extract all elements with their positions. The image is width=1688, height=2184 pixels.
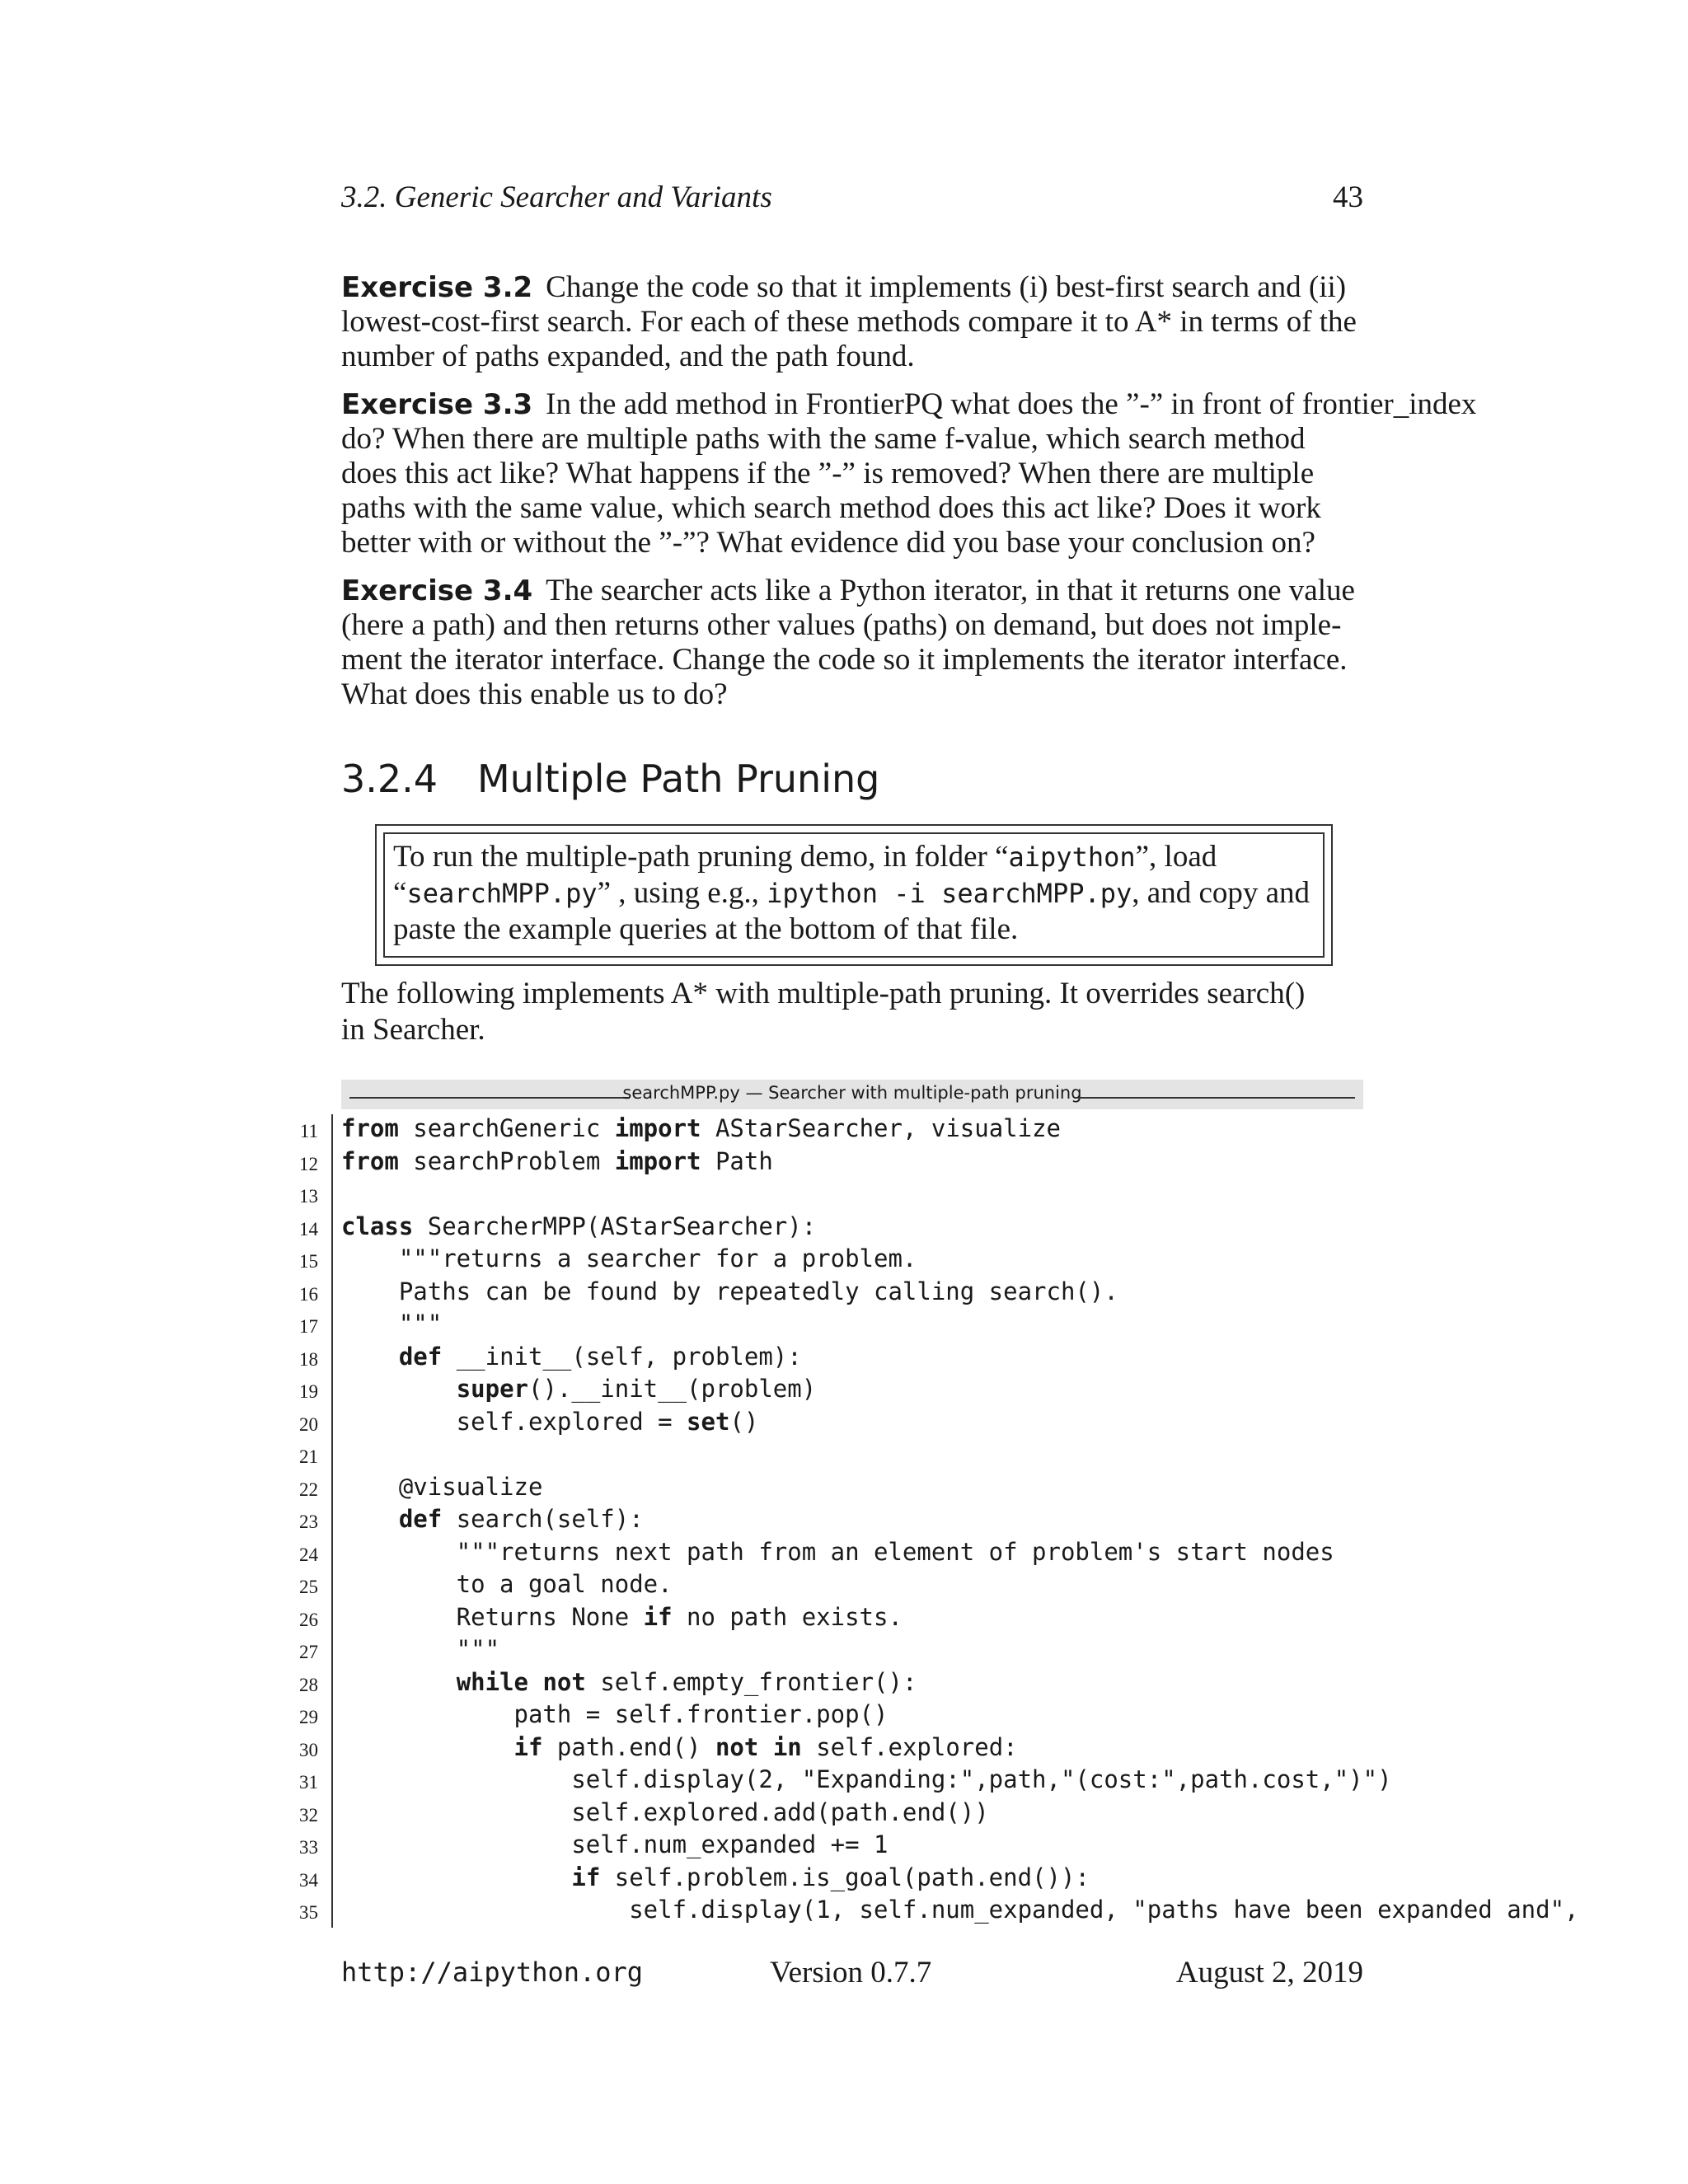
exercise-line: better with or without the ”-”? What evidence did you base your conclusion on? [341,526,1315,560]
code-line [280,1894,1579,1927]
code-line [280,1406,1517,1439]
demo-instructions-box [375,824,1333,966]
code-text: if path.end() not in self.explored: [513,1732,1018,1761]
page-number: 43 [1333,180,1363,214]
code-line [280,1862,1517,1895]
code-text: self.display(1, self.num_expanded, "paths have been expanded and", [341,1896,1579,1924]
code-line [280,1438,1517,1471]
code-text: """ [341,1635,500,1663]
code-text: from searchProblem import Path [341,1146,773,1175]
line-number: 31 [299,1772,318,1793]
caption-rule-right [1075,1097,1355,1099]
demo-line-1: To run the multiple-path pruning demo, in folder “aipython”, load [393,840,1217,874]
footer-version: Version 0.7.7 [770,1956,932,1990]
line-number: 33 [299,1837,318,1858]
running-header [341,176,1363,226]
code-text: """returns next path from an element of problem's start nodes [341,1537,1334,1566]
exercise-label: Exercise 3.3 [341,388,533,421]
chapter-section-title: 3.2. Generic Searcher and Variants [341,180,772,214]
exercise-line: Exercise 3.3 In the add method in FrontierPQ what does the ”-” in front of frontier_index [341,387,1477,421]
line-number: 13 [299,1186,318,1207]
code-text: self.explored = set() [341,1407,759,1436]
code-line [280,1113,1517,1146]
line-number: 30 [299,1739,318,1760]
code-line [280,1536,1517,1569]
line-number: 28 [299,1674,318,1695]
code-text: """ [341,1310,443,1338]
exercise-line: paths with the same value, which search method does this act like? Does it work [341,491,1321,525]
code-line [280,1471,1517,1504]
code-caption: searchMPP.py — Searcher with multiple-path pruning [622,1083,1082,1103]
line-number: 24 [299,1544,318,1565]
code-caption-bar [341,1080,1363,1109]
exercise-line: number of paths expanded, and the path found. [341,340,915,373]
code-line [280,1308,1517,1341]
page-footer [341,1955,1363,1996]
code-listing [280,1113,1579,1927]
code-line [280,1568,1517,1601]
line-number: 16 [299,1283,318,1305]
line-number: 19 [299,1381,318,1402]
code-line [280,1211,1517,1244]
code-text: def search(self): [398,1505,644,1533]
code-text: super().__init__(problem) [456,1375,817,1403]
code-text: while not self.empty_frontier(): [456,1667,917,1696]
exercise-line: lowest-cost-first search. For each of these methods compare it to A* in terms of the [341,305,1357,339]
code-text: """returns a searcher for a problem. [341,1244,917,1272]
section-number: 3.2.4 [341,757,438,801]
code-text: path = self.frontier.pop() [341,1700,889,1728]
line-number: 23 [299,1511,318,1532]
exercise-line: Exercise 3.2 Change the code so that it implements (i) best-first search and (ii) [341,270,1347,304]
line-number: 25 [299,1577,318,1597]
code-line [280,1178,1517,1211]
exercise-3-4 [341,574,1363,712]
code-line [280,1503,1517,1536]
line-number: 32 [299,1804,318,1825]
code-line [280,1146,1517,1179]
demo-line-3: paste the example queries at the bottom of that file. [393,912,1019,946]
footer-url: http://aipython.org [341,1957,644,1988]
code-line [280,1341,1517,1374]
line-number: 17 [299,1316,318,1337]
intro-line-1: The following implements A* with multiple-path pruning. It overrides search() [341,977,1306,1010]
code-line [280,1243,1517,1276]
code-line [280,1373,1517,1406]
line-number: 12 [299,1153,318,1174]
line-number: 22 [299,1479,318,1500]
code-text: Paths can be found by repeatedly calling search(). [341,1277,1118,1305]
exercise-line: do? When there are multiple paths with the same f-value, which search method [341,422,1306,456]
code-text: self.explored.add(path.end()) [341,1797,989,1826]
demo-instructions-inner [383,832,1325,958]
line-number: 15 [299,1251,318,1272]
line-number: 26 [299,1609,318,1630]
code-line [280,1732,1517,1765]
code-line [280,1764,1517,1797]
line-number: 29 [299,1707,318,1727]
exercise-line: Exercise 3.4 The searcher acts like a Python iterator, in that it returns one value [341,574,1355,607]
exercise-line: does this act like? What happens if the ”-” is removed? When there are multiple [341,457,1315,490]
folder-name-code: aipython [1008,841,1136,873]
code-text: self.num_expanded += 1 [341,1830,889,1858]
code-line [280,1276,1517,1309]
exercise-3-2 [341,270,1363,374]
line-number: 18 [299,1348,318,1370]
intro-line-2: in Searcher. [341,1013,485,1047]
code-text: from searchGeneric import AStarSearcher, visualize [341,1114,1062,1142]
code-text: def __init__(self, problem): [398,1342,802,1371]
command-code: ipython -i searchMPP.py [767,878,1132,909]
exercise-label: Exercise 3.2 [341,271,533,304]
code-text: if self.problem.is_goal(path.end()): [571,1863,1090,1891]
code-text: self.display(2, "Expanding:",path,"(cost:",path.cost,")") [341,1765,1392,1793]
exercise-label: Exercise 3.4 [341,574,533,607]
line-number: 11 [299,1121,318,1141]
line-number: 21 [299,1446,318,1467]
code-line [280,1797,1517,1830]
code-text: @visualize [341,1472,543,1501]
exercise-line: (here a path) and then returns other values (paths) on demand, but does not imple- [341,608,1342,642]
line-number: 27 [299,1642,318,1662]
code-line [280,1601,1517,1634]
code-line [280,1699,1517,1732]
file-name-code: searchMPP.py [406,878,598,909]
demo-line-2: “searchMPP.py” , using e.g., ipython -i searchMPP.py, and copy and [393,876,1311,910]
code-text: Returns None if no path exists. [341,1602,903,1631]
intro-paragraph [341,976,1363,1048]
code-text: class SearcherMPP(AStarSearcher): [341,1212,817,1240]
section-title: Multiple Path Pruning [477,757,880,801]
line-number: 14 [299,1218,318,1240]
line-number: 34 [299,1869,318,1891]
exercise-3-3 [341,387,1477,560]
section-heading [341,757,879,801]
code-line [280,1829,1517,1862]
exercise-line: What does this enable us to do? [341,677,728,711]
line-number: 35 [299,1902,318,1923]
code-line [280,1666,1517,1699]
code-text: to a goal node. [341,1570,673,1598]
footer-date: August 2, 2019 [1175,1956,1363,1990]
exercise-line: ment the iterator interface. Change the code so it implements the iterator interface. [341,643,1348,677]
line-number: 20 [299,1413,318,1435]
code-line [280,1633,1517,1666]
